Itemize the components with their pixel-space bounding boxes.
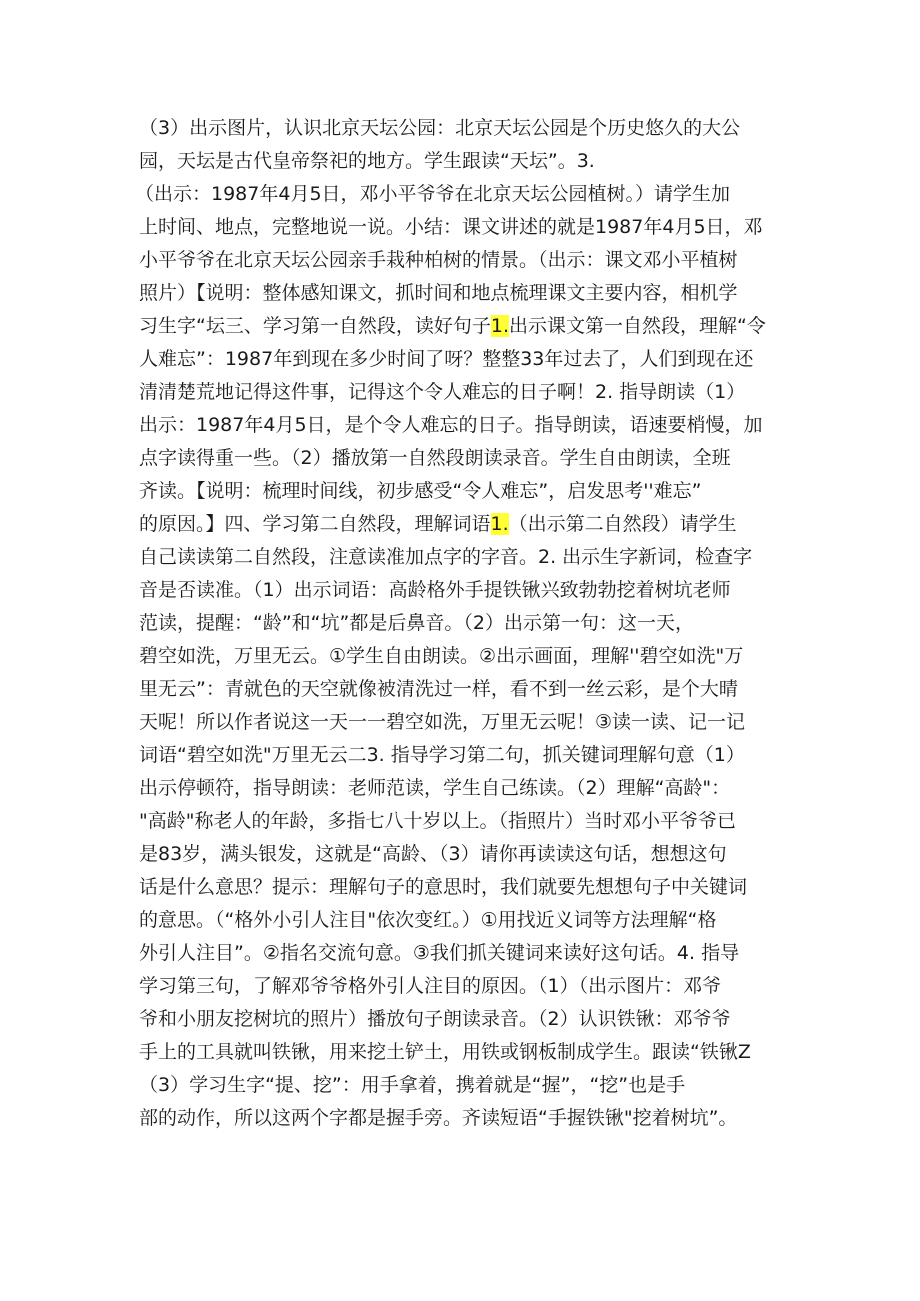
highlighted-marker: 1.: [490, 315, 509, 337]
text-line: 出示停顿符，指导朗读：老师范读，学生自己练读。（2）理解“高龄"：: [139, 777, 731, 799]
text-line: 部的动作，所以这两个字都是握手旁。齐读短语“手握铁锹"挖着树坑”。: [139, 1107, 738, 1129]
text-line: 点字读得重一些。（2）播放第一自然段朗读录音。学生自由朗读，全班: [139, 447, 731, 469]
text-line: 爷和小朋友挖树坑的照片）播放句子朗读录音。（2）认识铁锹：邓爷爷: [139, 1008, 731, 1030]
text-line: [139, 508, 799, 541]
text-line: 范读，提醒：“龄”和“坑”都是后鼻音。（2）出示第一句：这一天，: [139, 612, 694, 634]
text-line: 人难忘”：1987年到现在多少时间了呀？整整33年过去了，人们到现在还: [139, 348, 754, 370]
text-line: 的意思。（“格外小引人注目"依次变红。）①用找近义词等方法理解“格: [139, 909, 717, 931]
text-line: "高龄"称老人的年龄，多指七八十岁以上。（指照片）当时邓小平爷爷已: [139, 810, 736, 832]
text-line: （3）学习生字“提、挖”：用手拿着，携着就是“握”，“挖”也是手: [139, 1074, 686, 1096]
text-line: 学习第三句，了解邓爷爷格外引人注目的原因。（1）（出示图片：邓爷: [139, 975, 722, 997]
text-line: 清清楚荒地记得这件事，记得这个令人难忘的日子啊！2. 指导朗读（1）: [139, 381, 746, 403]
text-line: 园，天坛是古代皇帝祭祀的地方。学生跟读“天坛”。3.: [139, 150, 595, 172]
text-line: 手上的工具就叫铁锹，用来挖土铲土，用铁或钢板制成学生。跟读“铁锹Z: [139, 1041, 751, 1063]
text-line: 照片）【说明：整体感知课文，抓时间和地点梳理课文主要内容，相机学: [139, 282, 738, 304]
text-line: 里无云”：青就色的天空就像被清洗过一样，看不到一丝云彩，是个大晴: [139, 678, 738, 700]
text-line: 自己读读第二自然段，注意读准加点字的字音。2. 出示生字新词，检查字: [139, 546, 753, 568]
text-segment: 的原因。】四、学习第二自然段，理解词语: [139, 513, 491, 535]
text-line: [139, 310, 799, 343]
document-body: [135, 112, 799, 1135]
text-line: 碧空如洗，万里无云。①学生自由朗读。②出示画面，理解''碧空如洗"万: [139, 645, 744, 667]
highlighted-marker: 1.: [490, 513, 509, 535]
text-line: 齐读。【说明：梳理时间线，初步感受“令人难忘”，启发思考''难忘”: [139, 480, 702, 502]
text-line: （3）出示图片，认识北京天坛公园：北京天坛公园是个历史悠久的大公: [139, 117, 741, 139]
text-segment: （出示第二自然段）请学生: [508, 513, 737, 535]
text-segment: 出示课文第一自然段，理解“令: [509, 315, 766, 337]
text-line: 词语“碧空如洗"万里无云二3. 指导学习第二句，抓关键词理解句意（1）: [139, 744, 745, 766]
text-line: 话是什么意思？提示：理解句子的意思时，我们就要先想想句子中关键词: [139, 876, 748, 898]
text-line: （出示：1987年4月5日，邓小平爷爷在北京天坛公园植树。）请学生加: [135, 183, 731, 205]
text-line: 是83岁，满头银发，这就是“高龄、（3）请你再读读这句话，想想这句: [139, 843, 727, 865]
text-line: 天呢！所以作者说这一天一一碧空如洗，万里无云呢！③读一读、记一记: [139, 711, 746, 733]
text-line: 外引人注目”。②指名交流句意。③我们抓关键词来读好这句话。4. 指导: [139, 942, 740, 964]
text-line: 小平爷爷在北京天坛公园亲手栽种柏树的情景。（出示：课文邓小平植树: [139, 249, 738, 271]
text-segment: 习生字“坛三、学习第一自然段，读好句子: [139, 315, 491, 337]
text-line: 出示：1987年4月5日，是个令人难忘的日子。指导朗读，语速要梢慢，加: [139, 414, 763, 436]
text-line: 上时间、地点，完整地说一说。小结：课文讲述的就是1987年4月5日，邓: [139, 216, 763, 238]
text-line: 音是否读准。（1）出示词语：高龄格外手提铁锹兴致勃勃挖着树坑老师: [139, 579, 731, 601]
